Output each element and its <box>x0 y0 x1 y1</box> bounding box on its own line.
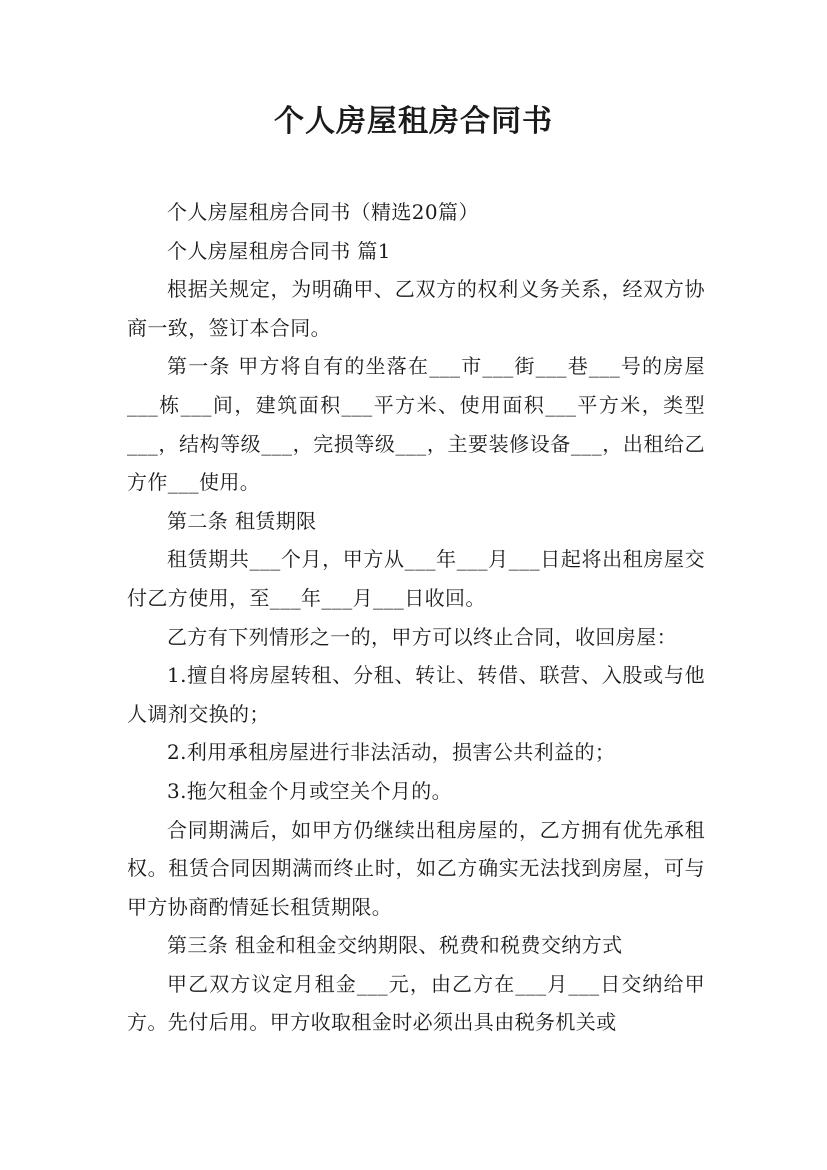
paragraph-preamble: 根据关规定，为明确甲、乙双方的权利义务关系，经双方协商一致，签订本合同。 <box>127 277 705 340</box>
paragraph-lease-term: 租赁期共___个月，甲方从___年___月___日起将出租房屋交付乙方使用，至___年___月___日收回。 <box>127 547 705 610</box>
paragraph-renewal: 合同期满后，如甲方仍继续出租房屋的，乙方拥有优先承租权。租赁合同因期满而终止时，如乙方确实无法找到房屋，可与甲方协商酌情延长租赁期限。 <box>127 817 705 919</box>
paragraph-termination-conditions: 乙方有下列情形之一的，甲方可以终止合同，收回房屋： <box>167 624 677 649</box>
paragraph-article-1: 第一条 甲方将自有的坐落在___市___街___巷___号的房屋___栋___间，建筑面积___平方米、使用面积___平方米，类型___，结构等级___，完损等级___，主要装修设备___，出租给乙方作___使用。 <box>127 354 705 495</box>
paragraph-article-2-heading: 第二条 租赁期限 <box>167 508 317 533</box>
document-body <box>127 193 705 1042</box>
paragraph-condition-3: 3.拖欠租金个月或空关个月的。 <box>167 778 453 803</box>
paragraph-rent-payment: 甲乙双方议定月租金___元，由乙方在___月___日交纳给甲方。先付后用。甲方收取租金时必须出具由税务机关或 <box>127 971 705 1035</box>
paragraph-condition-1: 1.擅自将房屋转租、分租、转让、转借、联营、入股或与他人调剂交换的； <box>127 663 705 726</box>
paragraph-subtitle: 个人房屋租房合同书（精选20篇） <box>167 200 479 224</box>
paragraph-section-heading: 个人房屋租房合同书 篇1 <box>167 238 391 263</box>
document-title: 个人房屋租房合同书 <box>274 104 553 139</box>
paragraph-article-3-heading: 第三条 租金和租金交纳期限、税费和税费交纳方式 <box>167 933 623 958</box>
paragraph-condition-2: 2.利用承租房屋进行非法活动，损害公共利益的； <box>167 740 616 765</box>
